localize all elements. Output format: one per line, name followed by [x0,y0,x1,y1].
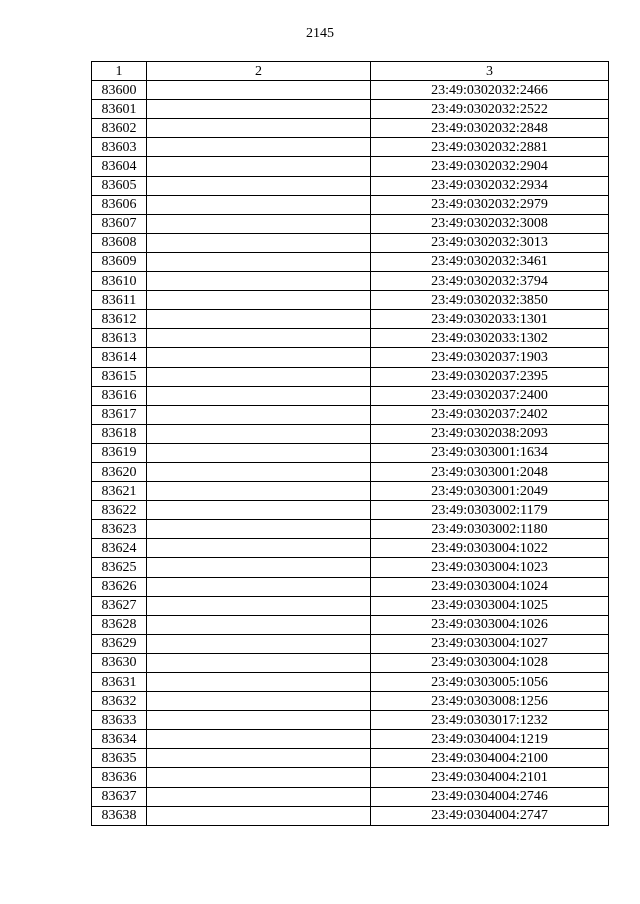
row-number-cell: 83607 [92,214,147,233]
cadastral-number-cell: 23:49:0302037:1903 [371,348,609,367]
table-row [92,749,609,768]
table-row [92,405,609,424]
row-number-cell: 83619 [92,443,147,462]
table-row [92,539,609,558]
row-number-cell: 83613 [92,329,147,348]
cadastral-number-cell: 23:49:0302037:2400 [371,386,609,405]
table-row [92,233,609,252]
table-row [92,673,609,692]
description-cell [147,596,371,615]
row-number-cell: 83616 [92,386,147,405]
data-table [91,61,609,826]
row-number-cell: 83602 [92,119,147,138]
row-number-cell: 83615 [92,367,147,386]
description-cell [147,520,371,539]
cadastral-number-cell: 23:49:0303001:2049 [371,482,609,501]
row-number-cell: 83636 [92,768,147,787]
table-row [92,100,609,119]
description-cell [147,539,371,558]
description-cell [147,81,371,100]
table-body [92,81,609,826]
cadastral-number-cell: 23:49:0302032:2466 [371,81,609,100]
description-cell [147,424,371,443]
description-cell [147,634,371,653]
row-number-cell: 83611 [92,291,147,310]
description-cell [147,176,371,195]
table-row [92,768,609,787]
row-number-cell: 83606 [92,195,147,214]
description-cell [147,386,371,405]
description-cell [147,558,371,577]
table-row [92,424,609,443]
description-cell [147,252,371,271]
description-cell [147,787,371,806]
table-row [92,119,609,138]
row-number-cell: 83627 [92,596,147,615]
row-number-cell: 83620 [92,462,147,481]
cadastral-number-cell: 23:49:0303004:1025 [371,596,609,615]
table-row [92,386,609,405]
row-number-cell: 83610 [92,272,147,291]
cadastral-number-cell: 23:49:0302032:3794 [371,272,609,291]
description-cell [147,233,371,252]
description-cell [147,348,371,367]
row-number-cell: 83624 [92,539,147,558]
cadastral-number-cell: 23:49:0302033:1301 [371,310,609,329]
table-row [92,692,609,711]
cadastral-number-cell: 23:49:0302032:2904 [371,157,609,176]
cadastral-number-cell: 23:49:0304004:2101 [371,768,609,787]
row-number-cell: 83631 [92,673,147,692]
table-row [92,348,609,367]
row-number-cell: 83609 [92,252,147,271]
table-row [92,367,609,386]
column-header-1: 1 [92,62,147,81]
cadastral-number-cell: 23:49:0303002:1180 [371,520,609,539]
row-number-cell: 83600 [92,81,147,100]
row-number-cell: 83630 [92,653,147,672]
cadastral-number-cell: 23:49:0302037:2395 [371,367,609,386]
description-cell [147,138,371,157]
cadastral-number-cell: 23:49:0303008:1256 [371,692,609,711]
cadastral-number-cell: 23:49:0304004:2746 [371,787,609,806]
cadastral-number-cell: 23:49:0303004:1026 [371,615,609,634]
description-cell [147,157,371,176]
cadastral-number-cell: 23:49:0303005:1056 [371,673,609,692]
table-row [92,501,609,520]
cadastral-number-cell: 23:49:0302032:3850 [371,291,609,310]
description-cell [147,195,371,214]
table-row [92,138,609,157]
description-cell [147,768,371,787]
table-row [92,520,609,539]
cadastral-number-cell: 23:49:0303002:1179 [371,501,609,520]
row-number-cell: 83637 [92,787,147,806]
description-cell [147,443,371,462]
cadastral-number-cell: 23:49:0303004:1028 [371,653,609,672]
table-row [92,214,609,233]
cadastral-number-cell: 23:49:0304004:2100 [371,749,609,768]
cadastral-number-cell: 23:49:0303004:1022 [371,539,609,558]
page-number: 2145 [306,26,334,41]
row-number-cell: 83618 [92,424,147,443]
description-cell [147,310,371,329]
row-number-cell: 83604 [92,157,147,176]
table-row [92,272,609,291]
description-cell [147,615,371,634]
row-number-cell: 83608 [92,233,147,252]
cadastral-number-cell: 23:49:0302032:2934 [371,176,609,195]
description-cell [147,806,371,825]
cadastral-number-cell: 23:49:0302032:2848 [371,119,609,138]
cadastral-number-cell: 23:49:0302033:1302 [371,329,609,348]
cadastral-number-cell: 23:49:0302032:2522 [371,100,609,119]
column-header-3: 3 [371,62,609,81]
row-number-cell: 83603 [92,138,147,157]
table-row [92,462,609,481]
row-number-cell: 83622 [92,501,147,520]
table-row [92,634,609,653]
row-number-cell: 83612 [92,310,147,329]
table-row [92,195,609,214]
row-number-cell: 83629 [92,634,147,653]
row-number-cell: 83617 [92,405,147,424]
row-number-cell: 83601 [92,100,147,119]
cadastral-number-cell: 23:49:0303001:1634 [371,443,609,462]
table-row [92,730,609,749]
table-row [92,310,609,329]
cadastral-number-cell: 23:49:0303004:1027 [371,634,609,653]
description-cell [147,291,371,310]
cadastral-number-cell: 23:49:0302032:3008 [371,214,609,233]
description-cell [147,405,371,424]
row-number-cell: 83623 [92,520,147,539]
cadastral-number-cell: 23:49:0302038:2093 [371,424,609,443]
table-row [92,157,609,176]
table-row [92,291,609,310]
description-cell [147,462,371,481]
cadastral-number-cell: 23:49:0302032:3461 [371,252,609,271]
table-row [92,329,609,348]
description-cell [147,482,371,501]
table-row [92,615,609,634]
description-cell [147,673,371,692]
description-cell [147,692,371,711]
row-number-cell: 83605 [92,176,147,195]
table-row [92,711,609,730]
table-row [92,787,609,806]
row-number-cell: 83625 [92,558,147,577]
header-row [92,62,609,81]
cadastral-number-cell: 23:49:0303004:1023 [371,558,609,577]
row-number-cell: 83614 [92,348,147,367]
row-number-cell: 83638 [92,806,147,825]
description-cell [147,119,371,138]
cadastral-number-cell: 23:49:0303017:1232 [371,711,609,730]
row-number-cell: 83632 [92,692,147,711]
row-number-cell: 83634 [92,730,147,749]
cadastral-number-cell: 23:49:0303004:1024 [371,577,609,596]
cadastral-number-cell: 23:49:0302037:2402 [371,405,609,424]
description-cell [147,329,371,348]
description-cell [147,272,371,291]
cadastral-number-cell: 23:49:0302032:2979 [371,195,609,214]
cadastral-number-cell: 23:49:0304004:1219 [371,730,609,749]
description-cell [147,730,371,749]
cadastral-number-cell: 23:49:0302032:3013 [371,233,609,252]
column-header-2: 2 [147,62,371,81]
row-number-cell: 83633 [92,711,147,730]
table-header [92,62,609,81]
description-cell [147,367,371,386]
table-row [92,482,609,501]
table-row [92,577,609,596]
description-cell [147,214,371,233]
row-number-cell: 83628 [92,615,147,634]
table-row [92,81,609,100]
cadastral-number-cell: 23:49:0302032:2881 [371,138,609,157]
table-row [92,653,609,672]
description-cell [147,711,371,730]
description-cell [147,577,371,596]
table-row [92,443,609,462]
table-row [92,176,609,195]
row-number-cell: 83621 [92,482,147,501]
table-row [92,596,609,615]
description-cell [147,100,371,119]
description-cell [147,749,371,768]
cadastral-number-cell: 23:49:0303001:2048 [371,462,609,481]
row-number-cell: 83635 [92,749,147,768]
table-row [92,252,609,271]
description-cell [147,501,371,520]
row-number-cell: 83626 [92,577,147,596]
table-row [92,558,609,577]
description-cell [147,653,371,672]
cadastral-number-cell: 23:49:0304004:2747 [371,806,609,825]
table-row [92,806,609,825]
